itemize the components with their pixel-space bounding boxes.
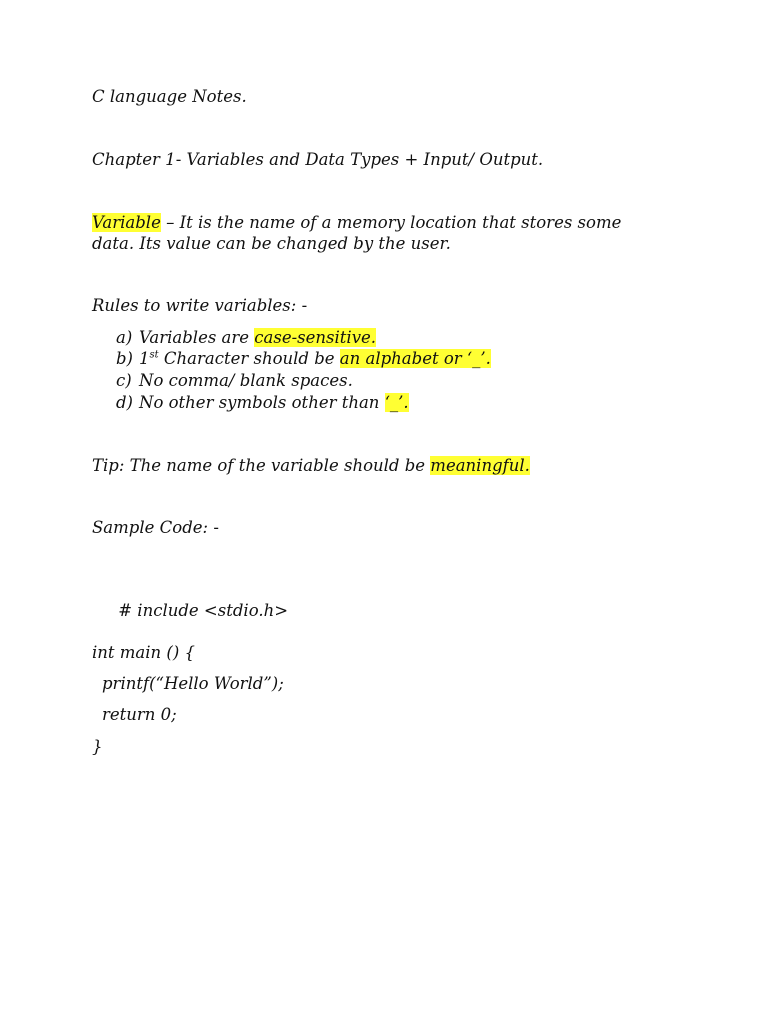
chapter-rest: Input/ Output. xyxy=(418,150,544,169)
rule-text-pre: 1 xyxy=(139,349,150,368)
rule-highlight: an alphabet or ‘_’. xyxy=(339,349,491,368)
rule-marker: a) xyxy=(116,328,133,347)
chapter-dash: - xyxy=(175,150,182,169)
rule-marker: c) xyxy=(116,371,132,390)
rule-highlight: case-sensitive. xyxy=(254,328,377,347)
rule-item-c xyxy=(116,370,353,391)
chapter-plus: + xyxy=(404,150,419,169)
code-close-brace xyxy=(92,736,103,757)
document-title xyxy=(92,86,247,107)
rule-text: Character should be xyxy=(158,349,340,368)
rule-text: Variables are xyxy=(139,328,255,347)
sample-heading xyxy=(92,517,219,538)
tip-text: Tip: The name of the variable should be xyxy=(92,456,431,475)
rules-heading-text: Rules to write variables: xyxy=(92,296,302,315)
code-main-text: int main () { xyxy=(92,643,196,662)
rule-item-a xyxy=(116,327,376,348)
rule-superscript: st xyxy=(149,349,159,361)
rules-heading xyxy=(92,295,307,316)
sample-heading-text: Sample Code: xyxy=(92,518,214,537)
code-include-gt: > xyxy=(274,601,289,620)
definition-text-2: data. Its value can be changed by the user. xyxy=(92,234,451,253)
code-printf-line xyxy=(102,673,284,694)
rules-heading-dash: - xyxy=(301,296,308,315)
definition-line-1 xyxy=(92,212,621,233)
code-return-text: return 0; xyxy=(102,705,177,724)
definition-text-1: – It is the name of a memory location that stores some xyxy=(160,213,622,232)
rule-marker: b) xyxy=(116,349,133,368)
chapter-heading xyxy=(92,149,543,170)
rule-item-b xyxy=(116,348,491,369)
code-include-line xyxy=(92,579,288,642)
code-include-pre: # include xyxy=(112,601,204,620)
code-return-line xyxy=(102,704,177,725)
tip-line xyxy=(92,455,530,476)
definition-line-2 xyxy=(92,233,451,254)
rule-marker: d) xyxy=(116,393,133,412)
rule-text: No other symbols other than xyxy=(139,393,385,412)
code-printf-text: printf(“Hello World”); xyxy=(102,674,284,693)
chapter-prefix: Chapter 1 xyxy=(92,150,176,169)
sample-heading-dash: - xyxy=(213,518,219,537)
chapter-name: Variables and Data Types xyxy=(181,150,405,169)
code-include-mid: stdio.h xyxy=(217,601,275,620)
definition-term: Variable xyxy=(92,213,161,232)
tip-highlight: meaningful. xyxy=(430,456,530,475)
code-include-lt: < xyxy=(203,601,218,620)
title-text: C language Notes. xyxy=(92,87,247,106)
code-close-brace-text: } xyxy=(92,737,103,756)
rule-highlight: ‘_’. xyxy=(384,393,409,412)
code-main-line xyxy=(92,642,195,663)
rule-item-d xyxy=(116,392,409,413)
rule-text: No comma/ blank spaces. xyxy=(139,371,353,390)
